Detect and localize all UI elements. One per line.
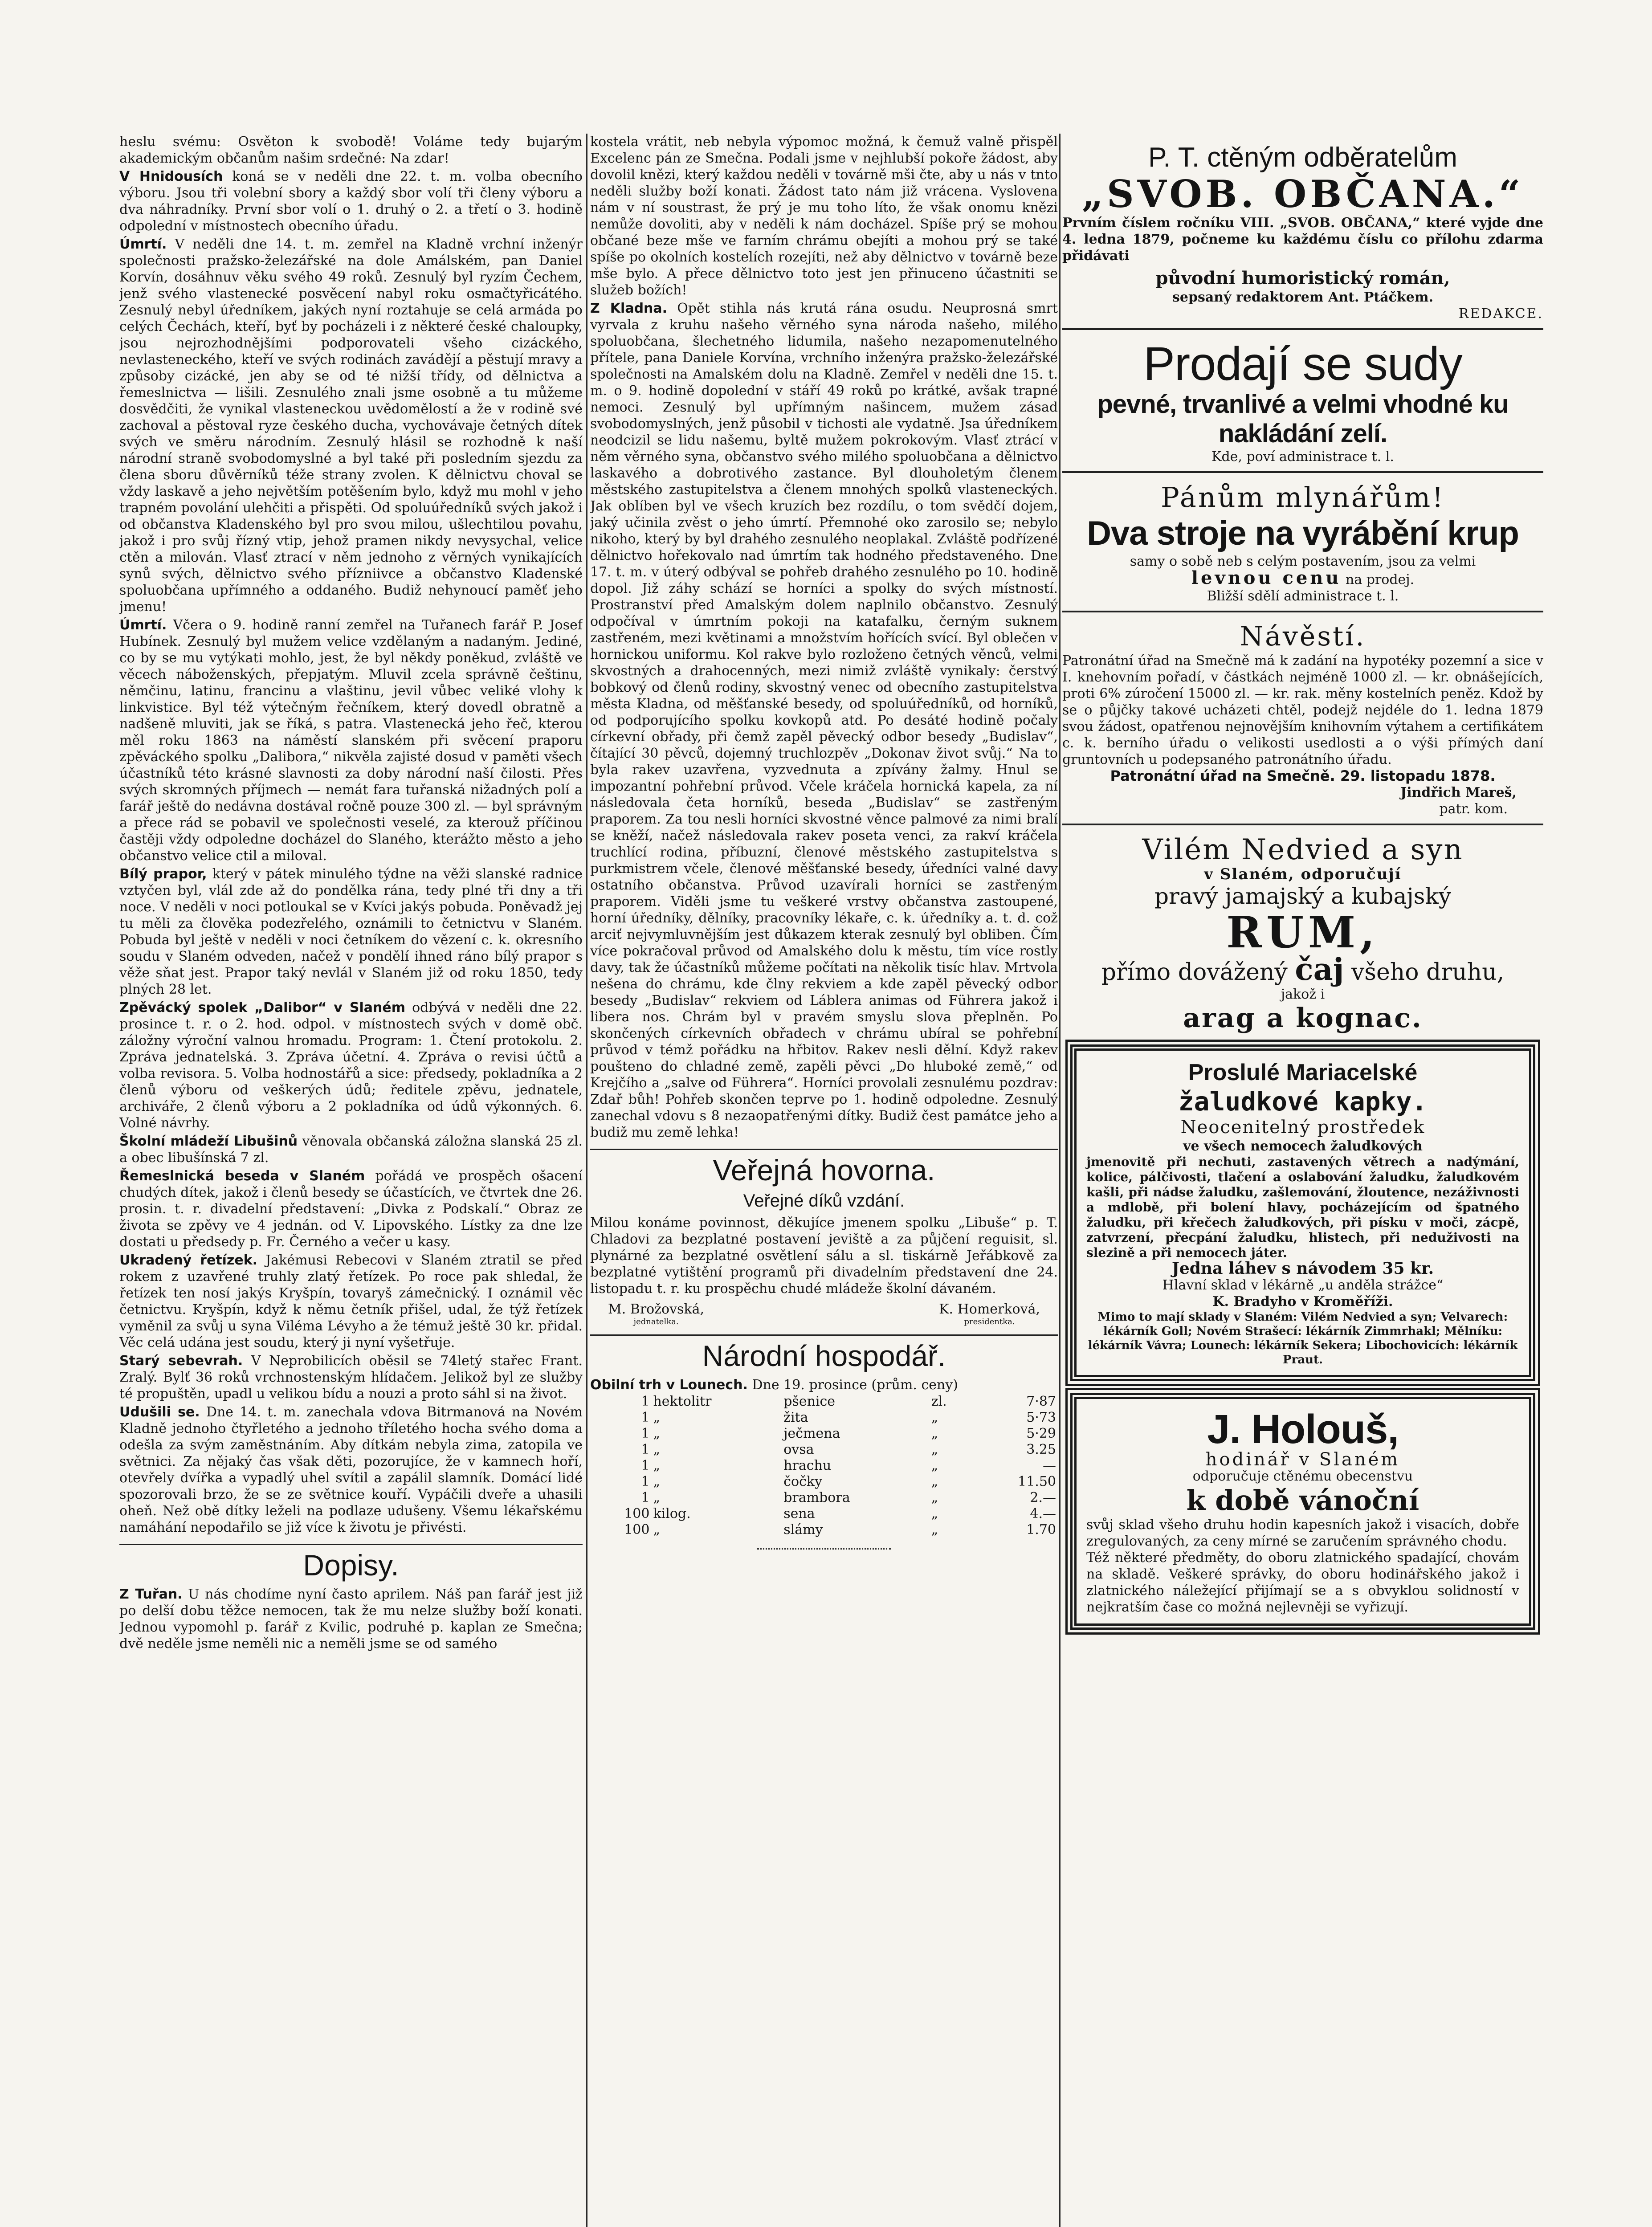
article-paragraph: [119, 1404, 583, 1536]
ad-krup-sale: na prodej.: [1346, 572, 1415, 587]
ad-holous-line3: odporučuje ctěnému obecenstvu: [1192, 1468, 1413, 1484]
ad-sudy-title: Prodají se sudy: [1143, 338, 1462, 390]
market-cell-qty: 1: [641, 1394, 650, 1409]
article-lead: Zpěvácký spolek „Dalibor“ v Slaném: [119, 1000, 405, 1016]
market-cell-price: 3.25: [1026, 1442, 1056, 1457]
section-heading-market: Národní hospodář.: [590, 1334, 1058, 1372]
article-lead: Bílý prapor,: [119, 866, 207, 882]
article-lead: Udušili se.: [119, 1404, 200, 1420]
thanks-signatures: [590, 1299, 1058, 1326]
ad-kapky-price: Jedna láhev s návodem 35 kr.: [1171, 1259, 1434, 1278]
market-intro-title: Obilní trh v Lounech.: [590, 1377, 748, 1393]
ad-svob-obcana: [1062, 134, 1543, 328]
ad-rum: [1062, 824, 1543, 1040]
section-heading-hovorna: Veřejná hovorna.: [590, 1149, 1058, 1187]
ad-kapky-owner: K. Bradyho v Kroměříži.: [1212, 1294, 1393, 1309]
article-paragraph: [590, 134, 1058, 298]
ad-svob-text: Prvním číslem ročníku VIII. „SVOB. OBČANA,“ které vyjde dne 4. ledna 1879, počneme ku každému číslu co přílohu zdarma přidávati: [1062, 215, 1543, 264]
market-cell-cur: zl.: [931, 1394, 947, 1409]
article-lead: Školní mládeží Libušinů: [119, 1134, 298, 1149]
market-row: [590, 1474, 1058, 1490]
market-intro: [590, 1377, 1058, 1394]
market-cell-unit: „: [653, 1522, 661, 1538]
ad-svob-title: „SVOB. OBČANA.“: [1081, 172, 1524, 216]
ad-holous-text1: svůj sklad všeho druhu hodin kapesních jakož i visacích, dobře zregulovaných, za ceny mírné se zaručením správného chodu.: [1086, 1517, 1519, 1549]
ad-holous: [1070, 1393, 1535, 1630]
article-paragraph: [119, 999, 583, 1131]
market-row: [590, 1394, 1058, 1410]
market-cell-qty: 1: [641, 1442, 650, 1457]
market-cell-item: pšenice: [783, 1394, 836, 1409]
market-cell-cur: „: [931, 1490, 938, 1505]
article-paragraph: [119, 1168, 583, 1250]
article-lead: Řemeslnická beseda v Slaném: [119, 1168, 365, 1184]
signature-left-role: jednatelka.: [633, 1317, 679, 1326]
ad-kapky-line4: ve všech nemocech žaludkových: [1183, 1138, 1423, 1154]
ad-rum-line2: v Slaném, odporučují: [1204, 865, 1402, 883]
market-cell-unit: „: [653, 1458, 661, 1473]
ad-rum-company: Vilém Nedvied a syn: [1142, 833, 1464, 866]
article-text: Včera o 9. hodině ranní zemřel na Tuřanech farář P. Josef Hubínek. Zesnulý byl mužem velice vzdělaným a nadaným. Jediné, co by se mu vytýkati mohlo, jest, že byl někdy poněkud, zvláště ve věcech náboženských, přepjatým. Mluvil zcela správně češtinu, němčinu, latinu, francinu a vlaštinu, jevil vůbec veliké vlohy k linkvistice. Byl též výtečným řečníkem, který dovedl obratně a nadšeně mluviti, jak se říká, s patra. Vlastenecká jeho řeč, kterou měl roku 1863 na náměstí slanském při svěcení praporu zpěváckého spolku „Dalibora,“ nikvěla zajisté dosud v paměti všech účastníků této krásné slavnosti za doby národní naší čilosti. Přes svých skromných příjmech — nemát fara tuřanská nižadných polí a farář ještě do nedávna dostával ročně pouze 300 zl. — byl správným a přece rád se pobavil ve společnosti veselé, za kterouž příčinou častěji vždy odpoledne docházel do Slaného, kterážto město a jeho občanstvo velice ctil a miloval.: [119, 617, 583, 864]
market-cell-item: čočky: [783, 1474, 823, 1489]
market-cell-unit: „: [653, 1426, 661, 1441]
ad-svob-signature: REDAKCE.: [1458, 306, 1543, 322]
ad-krup-heading: Pánům mlynářům!: [1160, 481, 1445, 514]
market-cell-price: —: [1043, 1458, 1056, 1473]
market-cell-item: slámy: [783, 1522, 823, 1538]
ad-holous-name: J. Holouš,: [1207, 1407, 1399, 1452]
ad-krup-title: Dva stroje na vyrábění krup: [1087, 514, 1519, 552]
article-text: kostela vrátit, neb nebyla výpomoc možná, k čemuž valně přispěl Excelenc pán ze Smečna. Podali jsme v nejhlubší pokoře žádost, aby dovolil knězi, který každou neděli v továrně mši čte, aby u nás v tnto neděli služby boží konati. Žádost tato nám již vrácena. Vyslovena nám v ní soustrast, že prý je mu toho líto, že však onomu knězi nemůže dovoliti, aby v neděli k nám docházel. Spíše prý se mohou občané beze mše ve farním chrámu obejíti a mohou prý se také spíše po okolních kostelích rozejíti, než aby dělnictvo v továrně beze mše bylo. A přece dělnictvo toto jest jen přinuceno účastniti se služeb božích!: [590, 134, 1058, 298]
article-lead: Z Tuřan.: [119, 1587, 183, 1602]
ad-rum-line5c: všeho druhu,: [1351, 959, 1505, 986]
ad-sudy: [1062, 328, 1543, 471]
article-lead: Z Kladna.: [590, 301, 668, 316]
market-cell-price: 4.—: [1030, 1506, 1056, 1521]
market-cell-cur: „: [931, 1474, 938, 1489]
article-lead: Ukradený řetízek.: [119, 1252, 258, 1268]
market-cell-cur: „: [931, 1442, 938, 1457]
article-paragraph: [119, 168, 583, 234]
market-row: [590, 1410, 1058, 1426]
market-cell-item: hrachu: [783, 1458, 832, 1473]
market-cell-price: 7·87: [1026, 1394, 1056, 1409]
market-cell-price: 5·73: [1026, 1410, 1056, 1425]
ad-krup: [1062, 471, 1543, 611]
column-divider: [586, 134, 587, 2227]
ad-navesti-heading: Návěstí.: [1240, 621, 1366, 652]
ad-kapky-text: jmenovitě při nechuti, zastavených větrech a nadýmání, kolice, pálčivosti, tlačení a oslabování žaludku, žaludkovém kašli, při nádse žaludku, zašlemování, žloutence, nezáživnosti a mdlobě, při bolení hlavy, pocházejícím od špatného žaludku, při křečech žaludkových, při písku v moči, zácpě, zatvrzení, přecpání žaludku, hlistech, při neduživosti na slezině a při nemocech játer.: [1086, 1154, 1519, 1260]
article-text: U nás chodíme nyní často aprilem. Náš pan farář jest již po delší dobu těžce nemocen, tak že mu nelze služby boží konati. Jednou vypomohl p. farář z Kvilic, podruhé p. kaplan ze Smečna; dvě neděle jsme neměli nic a neměli jsme se od samého: [119, 1587, 583, 1652]
market-cell-cur: „: [931, 1506, 938, 1521]
market-row: [590, 1442, 1058, 1458]
market-cell-cur: „: [931, 1426, 938, 1441]
article-text: pořádá ve prospěch ošacení chudých dítek, jakož i členů besedy se účastících, ve čtvrtek dne 26. prosin. t. r. divadelní představení: „Divka z Podskalí.“ Obraz ze života se zpěvy ve 4 jednán. od V. Lipovského. Lístky za dne lze dostati u předsedy p. Fr. Černého a večer u kasy.: [119, 1168, 583, 1250]
ad-holous-text2: Též některé předměty, do oboru zlatnického spadající, chovám na skladě. Veškeré správky, do oboru hodinářského jakož i zlatnického náležející přijímají se a s obvyklou solidností v nejkratším čase co možná nejlevněji se vyřizují.: [1086, 1550, 1519, 1615]
ad-kapky-line3: Neocenitelný prostředek: [1180, 1117, 1425, 1138]
ad-krup-price: levnou cenu: [1191, 567, 1342, 588]
ad-mariacelske-kapky: [1070, 1044, 1535, 1381]
market-cell-qty: 1: [641, 1458, 650, 1473]
article-text: věnovala občanská záložna slanská 25 zl. a obec libušínská 7 zl.: [119, 1134, 583, 1166]
column-divider: [1059, 134, 1061, 2227]
article-text: koná se v neděli dne 22. t. m. volba obecního výboru. Jsou tři volební sbory a každý sbor volí tři členy výboru a dva náhradníky. První sbor volí o 1. druhý o 2. a třetí o 3. hodině odpolední v místnostech obecního úřadu.: [119, 169, 583, 234]
market-cell-qty: 100: [624, 1522, 650, 1538]
ad-kapky-line1: Proslulé Mariacelské: [1188, 1060, 1418, 1085]
column-right-ads: [1062, 134, 1543, 2227]
column-left: [119, 134, 583, 2227]
market-cell-cur: „: [931, 1522, 938, 1538]
section-heading-dopisy: Dopisy.: [119, 1544, 583, 1582]
ad-navesti-sign1: Patronátní úřad na Smečně. 29. listopadu 1878.: [1110, 767, 1496, 784]
market-cell-unit: „: [653, 1442, 661, 1457]
market-cell-price: 5·29: [1026, 1426, 1056, 1441]
article-text: Opět stihla nás krutá rána osudu. Neuprosná smrt vyrvala z kruhu našeho věrného syna národa našeho, milého spoluobčana, šlechetného lidumila, našeho nezapomenutelného přítele, pana Daniele Korvína, vrchního inženýra pražsko-železářské společnosti na Amalském dolu na Kladně. Zemřel v neděli dne 15. t. m. o 9. hodině dopolední v stáří 49 roků po krátké, avšak trapné nemoci. Zesnulý byl upřímným našincem, mužem zásad svobodomyslných, jenž působil v tichosti ale vydatně. Jsa úředníkem neodcizil se lidu našemu, byltě mužem pokrokovým. Vlasť ztrácí v něm věrného syna, občanstvo svého milého spoluobčana a dělnictvo laskavého a dobrotivého zastance. Byl dlouholetým členem městského zastupitelstva a členem mnohých spolků vlasteneckých. Jak oblíben byl ve všech kruzích bez rozdílu, o tom svědčí dojem, jaký učinila zvěst o jeho úmrtí. Přemnohé oko zarosilo se; nebylo nikoho, který by byl drahého zesnulého neoplakal. Zvláště podřízené dělnictvo hořekovalo nad úmrtím tak hodného představeného. Dne 17. t. m. v úterý odbýval se pohřeb drahého zesnulého po 10. hodině dopol. Již záhy schází se horníci a spolky do svých místností. Prostranství před Amalským dolem naplnilo občanstvo. Zesnulý odpočíval v úmrtním pokoji na katafalku, černým suknem zastřeném, mezi květinami a množstvím hořících svící. Byl oblečen v hornickou uniformu. Kol rakve bylo rozloženo četných věnců, velmi skvostných a drahocenných, mezi nimiž zvláště vynikaly: čerstvý bobkový od členů rodiny, skvostný venec od obecního zastupitelstva města Kladna, od měšťanské besedy, od spoluúředníků, od horníků, od podporujícího spolku kovkopů atd. Po desáté hodině počaly církevní obřady, při čemž zapěl pěvecký odbor besedy „Budislav“, čítající 30 pěvců, dojemný truchlozpěv „Dokonav život svůj.“ Na to byla rakev uzavřena, vyzvednuta a zpívány žalmy. Hnul se impozantní pohřební průvod. Včele kráčela hornická kapela, za ní následovala četa horníků, beseda „Budislav“ se zastřeným praporem. Za tou nesli horníci skvostné věnce palmové za nimi bralí se kněží, načež následovala rakev poseta venci, za rakví kráčela truchlící rodina, příbuzní, členové městského zastupitelstva s purkmistrem včele, členové měšťanské besedy, úředníci valné davy ostatního občanstva. Průvod uzavírali horníci se zastřeným praporem. Viděli jsme tu veškeré vrstvy občanstva zastoupené, horní úředníky, dělníky, pracovníky lékaře, c. k. úředníky a. t. d. což arciť nejvymluvnějším jest důkazem kterak zesnulý byl obliben. Čím více pokračoval průvod od Amalského dolu k městu, tím více rostly davy, tak že účastníků můžeme počítati na několik tisíc hlav. Mrtvola nešena do chrámu, kde člny rekviem a kde zapěl pěvecký odbor besedy „Budislav“ rekviem od Láblera animas od Führera jakož i libera nos. Chrám byl v pravém smyslu slova přeplněn. Po skončených církevních obřadech v chrámu ubíral se pohřební průvod v témž pořádku na hřbitov. Rakev nesli dělní. Když rakev poušteno do chladné země, zapěli pěvci „Do hluboké země,“ od Krejčího a „salve od Führera“. Horníci provolali zesnulému pozdrav: Zdař bůh! Pohřeb skončen teprve po 1. hodině odpoledne. Zesnulý zanechal vdovu s 8 nezaopatřenými dítky. Budiž čest památce jeho a budiž mu země lehka!: [590, 301, 1058, 1140]
article-paragraph: [119, 1252, 583, 1351]
market-cell-unit: hektolitr: [653, 1394, 712, 1409]
article-paragraph: [119, 866, 583, 998]
market-cell-unit: „: [653, 1410, 661, 1425]
article-text: V neděli dne 14. t. m. zemřel na Kladně vrchní inženýr společnosti pražsko-železářské na dole Amálském, pan Daniel Korvín, dosáhnuv věku svého 49 roků. Zesnulý byl ryzím Čechem, jenž svého vlastenecké posvěcení nabyl roku osmačtyřicátého. Zesnulý nebyl úředníkem, jakých nyní roztahuje se celá armáda po celých Čechách, kteří, byť by pocházeli i z některé české chaloupky, jsou nejrozhodnějšími podporovateli všeho cizáckého, nevlasteneckého, kteří ve svých rodinách zavádějí a pěstují mravy a způsoby cizácké, jen aby se od té nižší třídy, od dělnictva a řemeslnictva — lišili. Zesnulého znali jsme osobně a tu můžeme dosvědčiti, že vynikal vlasteneckou uvědomělostí a že v rodině své zachoval a pěstoval ryze českého ducha, vychovávaje četných dítek svých ve směru národním. Zesnulý hlásil se rozhodně k naší národní straně svobodomyslné a byl také při posledním sjezdu za člena sboru důvěrníků téže strany zvolen. K dělnictvu choval se vždy laskavě a jeho největším potěšením bylo, když mu mohl v jeho trapném povolání ulehčiti a přispěti. Od spoluúředníků svých jakož i od občanstva Kladenského byl pro svou milou, ušlechtilou povahu, jakož i pro svůj řízný vtip, jehož pramen nikdy nevysychal, velice ctěn a milován. Vlasť ztrací v něm jednoho z věrných vynikajících synů svých, dělnictvo svého přízniivce a občanstvo Kladenské spoluobčana upřímného a oddaného. Budiž nehynoucí paměť jeho jmenu!: [119, 237, 583, 615]
ad-rum-line3: pravý jamajský a kubajský: [1154, 883, 1451, 909]
section-subheading-thanks: Veřejné díků vzdání.: [743, 1191, 905, 1211]
ad-rum-line5a: přímo dovážený: [1101, 959, 1288, 986]
ad-kapky-warehouse: Hlavní sklad v lékárně „u anděla strážce“: [1162, 1277, 1444, 1293]
signature-right: K. Homerková,: [939, 1301, 1040, 1317]
divider-ornament: [757, 1541, 891, 1550]
article-paragraph: [119, 1586, 583, 1652]
ad-sudy-line2: pevné, trvanlivé a velmi vhodné ku: [1097, 390, 1509, 419]
market-cell-price: 1.70: [1026, 1522, 1056, 1538]
market-cell-price: 11.50: [1018, 1474, 1056, 1489]
ad-krup-line3: samy o sobě neb s celým postavením, jsou za velmi: [1130, 554, 1476, 569]
article-paragraph: [119, 1133, 583, 1166]
ad-sudy-contact: Kde, poví administrace t. l.: [1211, 449, 1394, 465]
ad-navesti-sign2: Jindřich Mareš,: [1400, 785, 1517, 800]
article-paragraph: [119, 617, 583, 864]
ad-krup-contact: Bližší sdělí administrace t. l.: [1207, 588, 1399, 604]
market-row: [590, 1506, 1058, 1522]
ad-rum-line7: arag a kognac.: [1183, 1003, 1423, 1034]
market-row: [590, 1458, 1058, 1474]
market-cell-item: ječmena: [783, 1426, 840, 1441]
ad-rum-title: RUM,: [1226, 907, 1379, 958]
article-lead: V Hnidousích: [119, 169, 223, 184]
market-price-table: [590, 1394, 1058, 1538]
article-paragraph: [590, 300, 1058, 1141]
market-cell-qty: 1: [641, 1490, 650, 1505]
ad-svob-salutation: P. T. ctěným odběratelům: [1148, 142, 1457, 173]
market-cell-price: 2.—: [1030, 1490, 1056, 1505]
thanks-text: Milou konáme povinnost, děkujíce jmenem spolku „Libuše“ p. T. Chladovi za bezplatné postavení jeviště a za půjčení reguisit, sl. plynárné za bezplatné osvětlení sálu a sl. tiskárně Jeřábkově za bezplatné vytištění programů při divadelním představení dne 24. listopadu t. r. ku prospěchu chudé mládeže školní dávaném.: [590, 1215, 1058, 1297]
article-text: který v pátek minulého týdne na věži slanské radnice vztyčen byl, vlál zde až do pondělka rána, tedy plné tři dny a tři noce. V neděli v noci potloukal se v Kvíci jakýs pobuda. Poněvadž jej tu měli za člověka podezřelého, oznámili to četnictvu v Slaném. Pobuda byl ještě v neděli v noci četníkem do vězení c. k. okresního soudu v Slaném odveden, načež v pondělí ihned ráno bílý prapor s věže sňat jest. Prapor taký nevlál v Slaném již od roku 1850, tedy plných 28 let.: [119, 866, 583, 997]
market-cell-item: ovsa: [783, 1442, 814, 1457]
market-cell-unit: „: [653, 1490, 661, 1505]
market-cell-qty: 1: [641, 1474, 650, 1489]
market-cell-item: žita: [783, 1410, 808, 1425]
ad-holous-trade: hodinář v Slaném: [1205, 1449, 1400, 1470]
market-row: [590, 1522, 1058, 1538]
ad-rum-line6: jakož i: [1281, 987, 1325, 1002]
ad-svob-novel: původní humoristický román,: [1155, 268, 1450, 289]
signature-right-role: presidentka.: [964, 1317, 1015, 1326]
market-cell-unit: „: [653, 1474, 661, 1489]
article-paragraph: [119, 1353, 583, 1402]
article-text: Dne 14. t. m. zanechala vdova Bitrmanová na Novém Kladně jednoho čtyřletého a jednoho tříletého hocha svého doma a odešla za svým zaměstnáním. Aby dítkám nebyla zima, zatopila ve světnici. Za nějaký čas však děti, pozorujíce, že v kamnech hoří, otevřely dvířka a vypadlý uhel svítil a zapálil slamník. Domácí lidé spozorovali brzo, že se ze světnice kouří. Vypáčili dveře a uhasili oheň. Než obě dítky leželi na podlaze udušeny. Všemu lékařskému namáhání nepodařilo se již více k životu je přivésti.: [119, 1404, 583, 1535]
ad-holous-title: k době vánoční: [1186, 1484, 1419, 1517]
market-cell-item: brambora: [783, 1490, 850, 1505]
ad-navesti-sign3: patr. kom.: [1439, 801, 1508, 817]
ad-kapky-title: žaludkové kapky.: [1178, 1086, 1428, 1117]
market-cell-item: sena: [783, 1506, 815, 1521]
ad-navesti-text: Patronátní úřad na Smečně má k zadání na hypotéky pozemní a sice v I. knehovním pořadí, v částkách nejméně 1000 zl. — kr. obnášejících, proti 6% zúročení 15000 zl. — kr. rak. měny kostelních peněz. Kdož by se o půjčky takové ucházeti chtěl, podejž nejdéle do 1. ledna 1879 svou žádost, opatřenou nejnovějším knihovním výtahem a certifikátem c. k. berního úřadu o velikosti usedlosti a o výši přímých daní gruntovních u podepsaného patronátního úřadu.: [1062, 653, 1543, 767]
market-cell-cur: „: [931, 1410, 938, 1425]
market-cell-qty: 1: [641, 1410, 650, 1425]
ad-rum-caj: čaj: [1295, 952, 1344, 987]
article-text: heslu svému: Osvěton k svobodě! Voláme tedy bujarým akademickým občanům našim srdečné: Na zdar!: [119, 134, 583, 166]
market-intro-text: Dne 19. prosince (prům. ceny): [752, 1377, 958, 1393]
article-text: V Neprobilicích oběsil se 74letý stařec Frant. Zralý. Bylť 36 roků vrchnostenským hlídačem. Jelikož byl ze služby té propuštěn, upadl u velikou bídu a nouzi a proto sáhl si na život.: [119, 1353, 583, 1402]
market-cell-qty: 100: [624, 1506, 650, 1521]
ad-kapky-depots: Mimo to mají sklady v Slaném: Vilém Nedvied a syn; Velvarech: lékárník Goll; Novém Strašecí: lékárník Zimmrhakl; Mělníku: lékárník Vávra; Lounech: lékárník Sekera; Libochovicích: lékárník Praut.: [1088, 1310, 1518, 1366]
article-paragraph: [119, 134, 583, 167]
ad-navesti: [1062, 611, 1543, 824]
article-lead: Starý sebevrah.: [119, 1353, 243, 1369]
article-text: odbývá v neděli dne 22. prosince t. r. o 2. hod. odpol. v místnostech svých v domě obč. záložny výroční valnou hromadu. Program: 1. Čtení protokolu. 2. Zpráva jednatelská. 3. Zpráva účetní. 4. Zpráva o revisi účtů a volba revisora. 5. Volba hodnostářů a sice: předsedy, pokladníka a 2 členů výboru od veškerých údů; ředitele zpěvu, jednatele, archiváře, 2 členů výboru a 2 pokladníka od údů výkonných. 6. Volné návrhy.: [119, 1000, 583, 1131]
ad-svob-author: sepsaný redaktorem Ant. Ptáčkem.: [1172, 290, 1434, 305]
market-cell-cur: „: [931, 1458, 938, 1473]
market-cell-unit: kilog.: [653, 1506, 691, 1521]
column-middle: [590, 134, 1058, 2227]
article-text: Jakémusi Rebecovi v Slaném ztratil se před rokem z uzavřené truhly zlatý řetízek. Po roce pak shledal, že řetízek ten nosí jakýs Kryšpín, tovaryš zámečnický. I oznámil věc četnictvu. Kryšpín, když k němu četník přišel, udal, že týž řetízek vyměnil za svůj u syna Viléma Lévyho a že témuž ještě 30 kr. přidal. Věc celá udána jest soudu, který ji nyní vyšetřuje.: [119, 1252, 583, 1350]
article-lead: Úmrtí.: [119, 237, 167, 252]
market-row: [590, 1426, 1058, 1442]
article-paragraph: [119, 236, 583, 615]
ad-sudy-line3: nakládání zelí.: [1218, 419, 1387, 448]
market-row: [590, 1490, 1058, 1506]
signature-left: M. Brožovská,: [608, 1301, 705, 1317]
market-cell-qty: 1: [641, 1426, 650, 1441]
article-lead: Úmrtí.: [119, 617, 167, 633]
